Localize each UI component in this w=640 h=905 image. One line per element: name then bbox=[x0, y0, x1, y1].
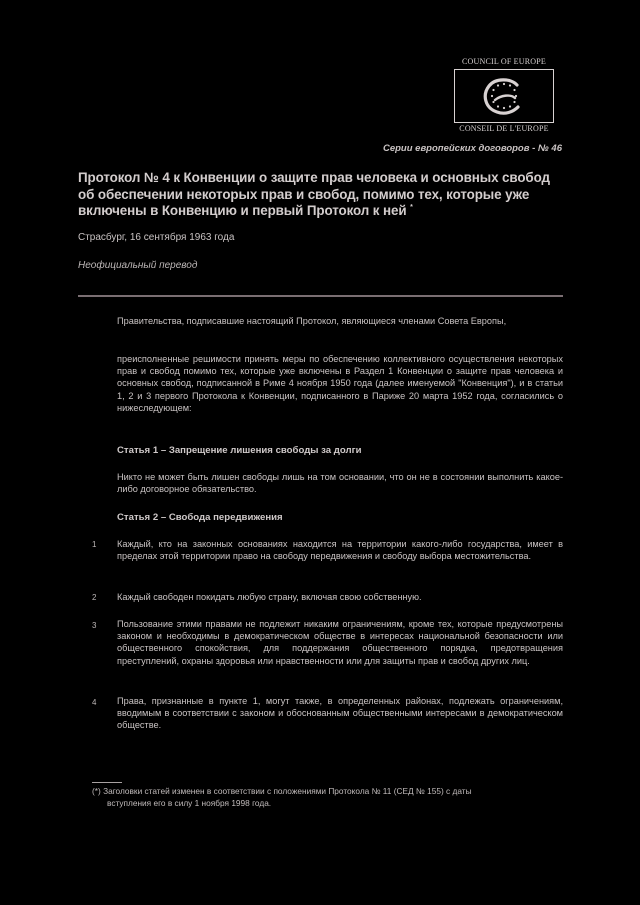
footnote-line-1: Заголовки статей изменен в соответствии с положениями Протокола № 11 (СЕД № 155) с даты bbox=[103, 786, 472, 796]
unofficial-translation-label: Неофициальный перевод bbox=[78, 260, 198, 271]
article-2-paragraph-2: Каждый свободен покидать любую страну, включая свою собственную. bbox=[117, 592, 422, 602]
article-2-paragraph-4: Права, признанные в пункте 1, могут также, в определенных районах, подлежать ограничениям, вводимым в соответствии с законом и обоснованным общественными интересами в демократическом обществе. bbox=[117, 696, 563, 731]
header-divider bbox=[78, 295, 563, 297]
article-1-text: Никто не может быть лишен свободы лишь на том основании, что он не в состоянии выполнить какое-либо договорное обязательство. bbox=[117, 472, 563, 495]
footnote-line-2: вступления его в силу 1 ноября 1998 года. bbox=[107, 798, 272, 808]
paragraph-number: 2 bbox=[92, 593, 97, 602]
council-of-europe-logo bbox=[451, 57, 557, 137]
document-title bbox=[78, 170, 568, 220]
article-1-heading: Статья 1 – Запрещение лишения свободы за долги bbox=[117, 445, 362, 456]
article-2-paragraph-3: Пользование этими правами не подлежит никаким ограничениям, кроме тех, которые предусмотрены законом и необходимы в демократическом обществе в интересах национальной безопасности или общественного спокойствия, для поддержания общественного порядка, предотвращения преступлений, охраны здоровья или нравственности или для защиты прав и свобод других лиц. bbox=[117, 619, 563, 666]
paragraph-number: 3 bbox=[92, 621, 97, 630]
footnote bbox=[92, 785, 552, 809]
article-2-paragraph-1: Каждый, кто на законных основаниях находится на территории какого-либо государства, имеет в пределах этой территории право на свободу передвижения и свободу выбора местожительства. bbox=[117, 539, 563, 562]
footnote-mark: (*) bbox=[92, 786, 101, 796]
council-of-europe-emblem-icon bbox=[454, 69, 554, 123]
title-footnote-mark[interactable]: * bbox=[410, 204, 413, 211]
preamble-paragraph-2: преисполненные решимости принять меры по обеспечению коллективного осуществления некоторых прав и свобод помимо тех, которые уже включены в Раздел 1 Конвенции о защите прав человека и основных свобод, подписанной в Риме 4 ноября 1950 года (далее именуемой "Конвенция"), и в статьи 1, 2 и 3 первого Протокола к Конвенции, подписанного в Париже 20 марта 1952 года, согласились о нижеследующем: bbox=[117, 354, 563, 413]
logo-top-text: COUNCIL OF EUROPE bbox=[462, 57, 546, 66]
treaty-series-number: Серии европейских договоров - № 46 bbox=[382, 143, 562, 154]
logo-bottom-text: CONSEIL DE L'EUROPE bbox=[459, 124, 549, 133]
preamble-paragraph-1: Правительства, подписавшие настоящий Протокол, являющиеся членами Совета Европы, bbox=[117, 316, 507, 326]
paragraph-number: 1 bbox=[92, 540, 97, 549]
document-title-text: Протокол № 4 к Конвенции о защите прав человека и основных свобод об обеспечении некоторых прав и свобод, помимо тех, которые уже включены в Конвенцию и первый Протокол к ней bbox=[78, 170, 550, 218]
place-and-date: Страсбург, 16 сентября 1963 года bbox=[78, 232, 235, 243]
paragraph-number: 4 bbox=[92, 698, 97, 707]
article-2-heading: Статья 2 – Свобода передвижения bbox=[117, 512, 283, 523]
footnote-separator bbox=[92, 782, 122, 783]
